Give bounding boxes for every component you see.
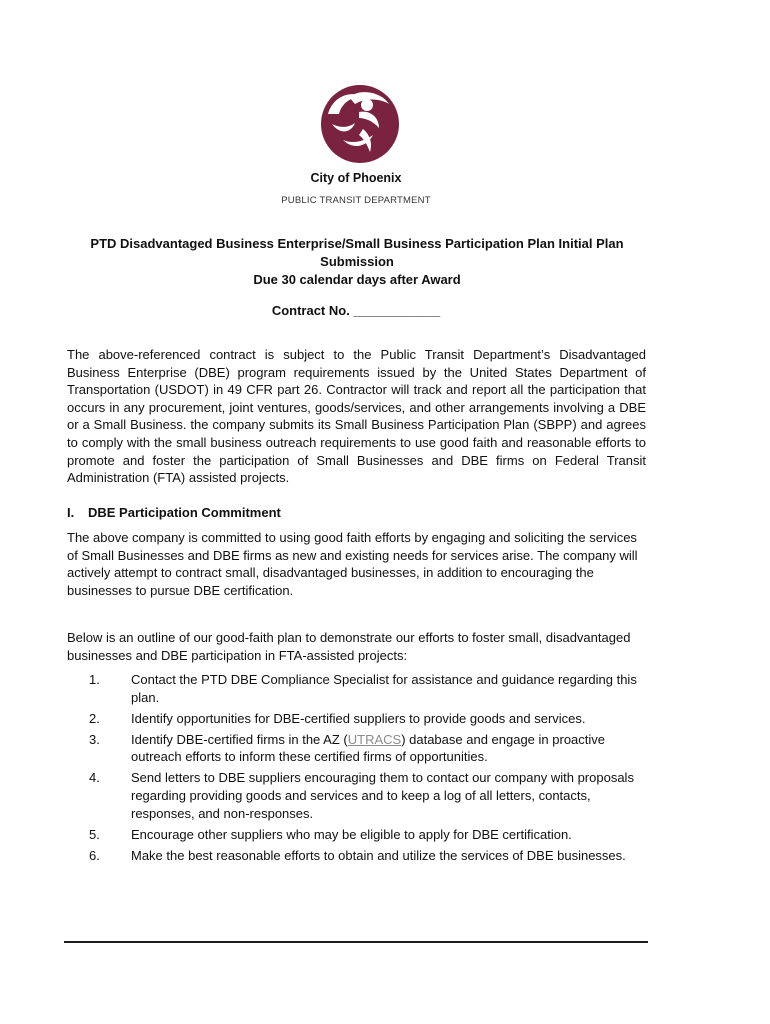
list-item-text: Send letters to DBE suppliers encouraging them to contact our company with proposals regarding providing goods and services and to keep a log of all letters, contacts, responses, and non-responses.	[131, 770, 634, 821]
section-number: I.	[67, 505, 75, 520]
list-item-number: 6.	[89, 847, 100, 863]
list-item	[67, 731, 657, 766]
outline-intro-paragraph: Below is an outline of our good-faith plan to demonstrate our efforts to foster small, disadvantaged businesses and DBE participation in FTA-assisted projects:	[67, 630, 631, 663]
list-item-number: 4.	[89, 770, 100, 786]
list-item-text	[131, 732, 605, 765]
list-item-number: 3.	[89, 731, 100, 747]
list-item-text-after: ) database and engage in proactive outreach efforts to inform these certified firms of opportunities.	[131, 731, 606, 765]
plan-list	[67, 671, 657, 868]
list-item	[67, 847, 657, 865]
list-item-number: 1.	[89, 672, 100, 687]
commitment-paragraph: The above company is committed to using good faith efforts by engaging and soliciting the services of Small Businesses and DBE firms as new and existing needs for services arise. The company will actively attempt to contract small, disadvantaged businesses, in addition to encouraging the businesses to pursue DBE certification.	[67, 530, 638, 598]
list-item-text: Encourage other suppliers who may be eligible to apply for DBE certification.	[131, 826, 572, 842]
list-item	[67, 769, 657, 822]
list-item	[67, 826, 657, 844]
document-title	[60, 235, 654, 289]
list-item	[67, 710, 657, 728]
list-item-number: 5.	[89, 826, 100, 842]
intro-paragraph: The above-referenced contract is subject to the Public Transit Department’s Disadvantaged Business Enterprise (DBE) program requirements issued by the United States Department of Transportation (USDOT) in 49 CFR part 26. Contractor will track and report all the participation that occurs in any procurement, joint ventures, goods/services, and other arrangements involving a DBE or a Small Business. the company submits its Small Business Participation Plan (SBPP) and agrees to comply with the small business outreach requirements to use good faith and reasonable efforts to promote and foster the participation of Small Businesses and DBE firms on Federal Transit Administration (FTA) assisted projects.	[67, 347, 646, 486]
title-line-1: PTD Disadvantaged Business Enterprise/Small Business Participation Plan Initial Plan	[90, 236, 624, 251]
section-heading	[67, 505, 281, 520]
contract-number-label: Contract No. ____________	[271, 303, 441, 318]
section-title: DBE Participation Commitment	[88, 505, 281, 520]
list-item-text-before: Identify DBE-certified firms in the AZ (	[131, 731, 348, 747]
phoenix-bird-logo-icon	[315, 84, 405, 164]
list-item	[67, 671, 657, 706]
footer-divider	[64, 941, 648, 943]
list-item-text: Contact the PTD DBE Compliance Specialist for assistance and guidance regarding this plan.	[131, 672, 637, 705]
org-name: City of Phoenix	[310, 171, 402, 185]
city-logo	[315, 84, 405, 164]
title-line-3: Due 30 calendar days after Award	[253, 272, 461, 287]
department-name: PUBLIC TRANSIT DEPARTMENT	[281, 195, 431, 206]
list-item-text: Identify opportunities for DBE-certified suppliers to provide goods and services.	[131, 710, 586, 726]
list-item-number: 2.	[89, 710, 100, 726]
title-line-2: Submission	[320, 254, 394, 269]
utracs-link[interactable]: UTRACS	[347, 731, 402, 747]
list-item-text: Make the best reasonable efforts to obtain and utilize the services of DBE businesses.	[131, 847, 626, 863]
